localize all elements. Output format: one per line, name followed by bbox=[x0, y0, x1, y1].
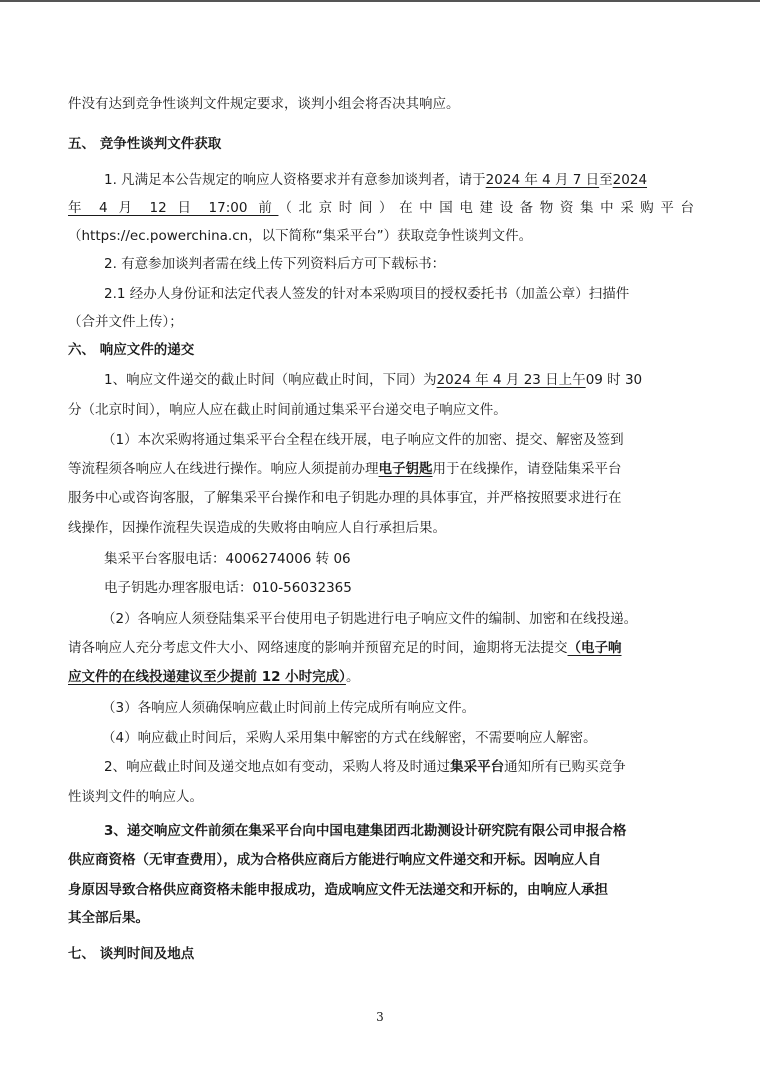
paragraph-line: （合并文件上传）； bbox=[68, 314, 183, 330]
paragraph-line: 性谈判文件的响应人。 bbox=[68, 789, 203, 805]
service-phone-line: 集采平台客服电话：4006274006 转 06 bbox=[104, 551, 351, 567]
paragraph-line: 年 4 月 12 日 17:00 前（北京时间）在中国电建设备物资集中采购平台 bbox=[68, 200, 694, 216]
paragraph-line: 身原因导致合格供应商资格未能申报成功，造成响应文件无法递交和开标的，由响应人承担 bbox=[68, 882, 608, 898]
paragraph-line: 1、响应文件递交的截止时间（响应截止时间，下同）为2024 年 4 月 23 日上午09 时 30 bbox=[104, 372, 643, 388]
paragraph-line: 应文件的在线投递建议至少提前 12 小时完成）。 bbox=[68, 669, 360, 685]
top-border bbox=[0, 0, 760, 2]
deadline-date: 2024 年 4 月 23 日上午 bbox=[436, 372, 586, 388]
e-key-emphasis: 电子钥匙 bbox=[378, 461, 433, 477]
page-number: 3 bbox=[376, 1010, 384, 1024]
submission-advice-emphasis-cont: 应文件的在线投递建议至少提前 12 小时完成） bbox=[68, 669, 346, 685]
paragraph-line: 线操作，因操作流程失误造成的失败将由响应人自行承担后果。 bbox=[68, 520, 446, 536]
section-heading-7: 七、 谈判时间及地点 bbox=[68, 946, 195, 962]
date-end-year: 2024 bbox=[612, 172, 648, 188]
paragraph-line: （1）本次采购将通过集采平台全程在线开展，电子响应文件的加密、提交、解密及签到 bbox=[102, 432, 624, 448]
paragraph-line: 1. 凡满足本公告规定的响应人资格要求并有意参加谈判者，请于2024 年 4 月 7 日至2024 bbox=[104, 172, 648, 188]
paragraph-line: 服务中心或咨询客服，了解集采平台操作和电子钥匙办理的具体事宜，并严格按照要求进行在 bbox=[68, 490, 622, 506]
paragraph-line: 其全部后果。 bbox=[68, 910, 149, 926]
submission-advice-emphasis: （电子响 bbox=[567, 640, 622, 656]
ekey-phone-line: 电子钥匙办理客服电话：010-56032365 bbox=[104, 580, 352, 596]
date-start: 2024 年 4 月 7 日 bbox=[485, 172, 600, 188]
paragraph-line: 供应商资格（无审查费用），成为合格供应商后方能进行响应文件递交和开标。因响应人自 bbox=[68, 852, 602, 868]
paragraph-line: 分（北京时间），响应人应在截止时间前通过集采平台递交电子响应文件。 bbox=[68, 402, 507, 418]
paragraph-line: （https://ec.powerchina.cn，以下简称“集采平台”）获取竞争性谈判文件。 bbox=[68, 228, 533, 244]
section-heading-5: 五、 竞争性谈判文件获取 bbox=[68, 136, 222, 152]
platform-emphasis: 集采平台 bbox=[450, 759, 505, 775]
paragraph-line: 2、响应截止时间及递交地点如有变动，采购人将及时通过集采平台通知所有已购买竞争 bbox=[104, 759, 626, 775]
paragraph-line: 2.1 经办人身份证和法定代表人签发的针对本采购项目的授权委托书（加盖公章）扫描件 bbox=[104, 286, 630, 302]
paragraph-line: 请各响应人充分考虑文件大小、网络速度的影响并预留充足的时间，逾期将无法提交（电子响 bbox=[68, 640, 622, 656]
paragraph-line: 等流程须各响应人在线进行操作。响应人须提前办理电子钥匙用于在线操作，请登陆集采平台 bbox=[68, 461, 622, 477]
section-heading-6: 六、 响应文件的递交 bbox=[68, 342, 195, 358]
paragraph-line: 3、递交响应文件前须在集采平台向中国电建集团西北勘测设计研究院有限公司申报合格 bbox=[104, 823, 627, 839]
date-end: 年 4 月 12 日 17:00 前 bbox=[68, 200, 279, 216]
paragraph-line: （3）各响应人须确保响应截止时间前上传完成所有响应文件。 bbox=[102, 700, 476, 716]
paragraph-line: 件没有达到竞争性谈判文件规定要求，谈判小组会将否决其响应。 bbox=[68, 96, 460, 112]
paragraph-line: 2. 有意参加谈判者需在线上传下列资料后方可下载标书： bbox=[104, 256, 446, 272]
paragraph-line: （2）各响应人须登陆集采平台使用电子钥匙进行电子响应文件的编制、加密和在线投递。 bbox=[102, 611, 638, 627]
paragraph-line: （4）响应截止时间后，采购人采用集中解密的方式在线解密，不需要响应人解密。 bbox=[102, 730, 597, 746]
